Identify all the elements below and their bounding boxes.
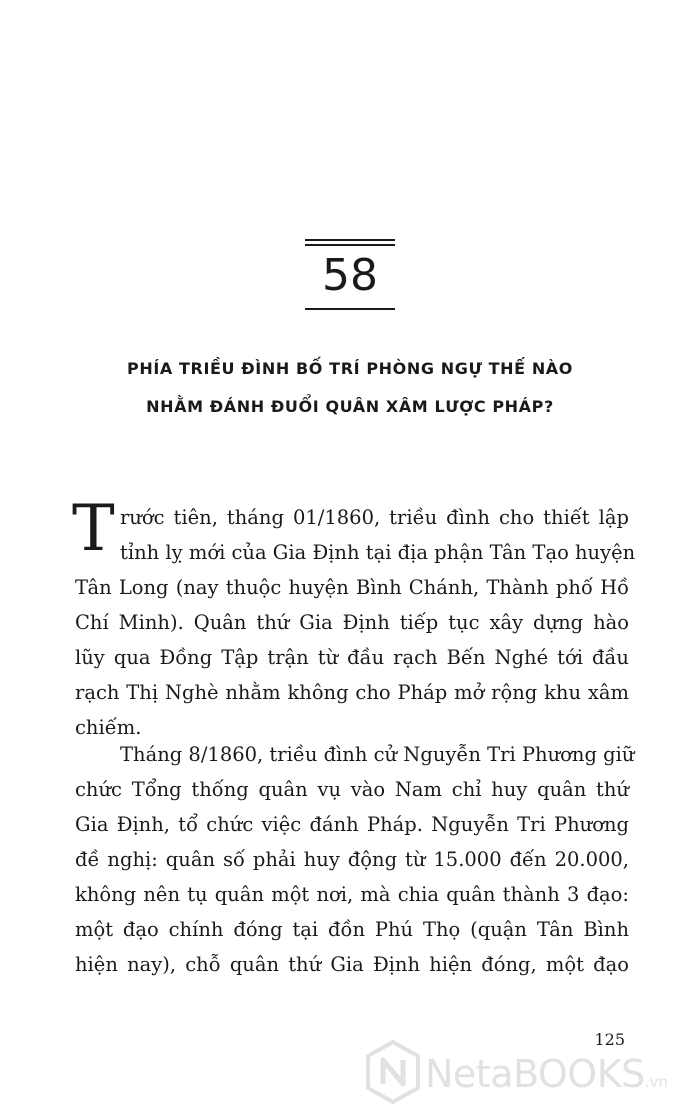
paragraph-2-line: một đạo chính đóng tại đồn Phú Thọ (quận Tân Bình	[75, 918, 629, 941]
drop-cap: T	[72, 492, 115, 566]
paragraph-2-line: hiện nay), chỗ quân thứ Gia Định hiện đóng, một đạo	[75, 953, 629, 976]
chapter-title-line-2: NHẰM ĐÁNH ĐUỔI QUÂN XÂM LƯỢC PHÁP?	[146, 397, 554, 416]
paragraph-2-line: đề nghị: quân số phải huy động từ 15.000 đến 20.000,	[75, 848, 629, 871]
watermark-suffix: .vn	[644, 1073, 668, 1091]
chapter-rule-top-1	[305, 239, 395, 241]
paragraph-1-line: lũy qua Đồng Tập trận từ đầu rạch Bến Nghé tới đầu	[75, 646, 629, 669]
paragraph-2-line: chức Tổng thống quân vụ vào Nam chỉ huy quân thứ	[75, 778, 629, 801]
paragraph-1-line: Chí Minh). Quân thứ Gia Định tiếp tục xây dựng hào	[75, 611, 629, 634]
chapter-rule-bottom	[305, 308, 395, 310]
paragraph-1-line: chiếm.	[75, 716, 142, 739]
page-number: 125	[594, 1030, 625, 1049]
watermark	[365, 1040, 685, 1108]
chapter-number: 58	[322, 250, 378, 301]
paragraph-1-line: rạch Thị Nghè nhằm không cho Pháp mở rộng khu xâm	[75, 681, 629, 704]
watermark-brand-name: NetaBOOKS	[425, 1052, 645, 1096]
chapter-title-line-1: PHÍA TRIỀU ĐÌNH BỐ TRÍ PHÒNG NGỰ THẾ NÀO	[127, 359, 573, 378]
paragraph-2-line: Gia Định, tổ chức việc đánh Pháp. Nguyễn Tri Phương	[75, 813, 629, 836]
paragraph-2-line: Tháng 8/1860, triều đình cử Nguyễn Tri Phương giữ	[120, 743, 635, 766]
paragraph-1-line: Tân Long (nay thuộc huyện Bình Chánh, Thành phố Hồ	[75, 576, 629, 599]
paragraph-1-line: tỉnh lỵ mới của Gia Định tại địa phận Tân Tạo huyện	[120, 541, 636, 564]
watermark-brand	[425, 1052, 668, 1104]
paragraph-2-line: không nên tụ quân một nơi, mà chia quân thành 3 đạo:	[75, 883, 629, 906]
paragraph-1-line: rước tiên, tháng 01/1860, triều đình cho thiết lập	[120, 506, 629, 529]
netabooks-logo-icon	[365, 1040, 421, 1104]
